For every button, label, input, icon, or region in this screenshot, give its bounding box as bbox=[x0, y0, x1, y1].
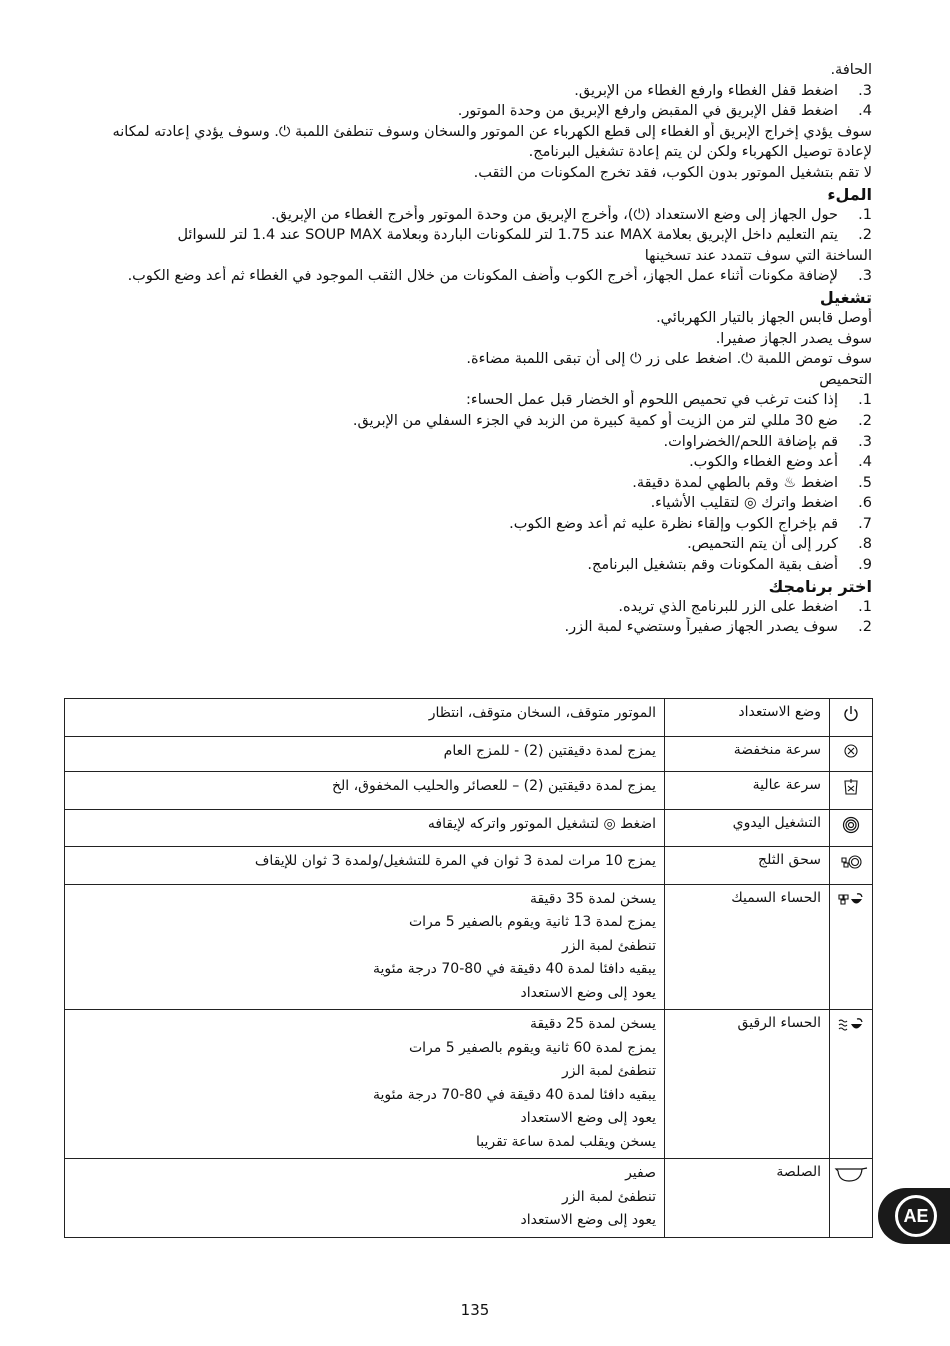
step-number: 3. bbox=[858, 82, 872, 99]
description-line: يسخن لمدة 35 دقيقة bbox=[529, 890, 656, 907]
text-line bbox=[72, 81, 872, 102]
text-line bbox=[72, 493, 872, 514]
line-text: لإضافة مكونات أثناء عمل الجهاز، أخرج الكوب وأضف المكونات من خلال الثقب الموجود في الغطاء ثم أعد وضع الكوب. bbox=[127, 268, 838, 285]
text-line bbox=[72, 390, 872, 411]
line-text: ضع 30 مللي لتر من الزيت أو كمية كبيرة من الزبد في الجزء السفلي من الإبريق. bbox=[352, 412, 838, 429]
step-number: 4. bbox=[858, 103, 872, 120]
line-text: يتم التعليم داخل الإبريق بعلامة MAX عند 1.75 لتر للمكونات الباردة وبعلامة SOUP MAX عند 1.4 لتر للسوائل bbox=[177, 227, 838, 244]
table-row bbox=[65, 1010, 873, 1159]
description-line: يبقيه دافئا لمدة 40 دقيقة في 80-70 درجة مئوية bbox=[372, 1086, 656, 1103]
document-body bbox=[72, 60, 872, 638]
step-number: 2. bbox=[858, 412, 872, 429]
step-number: 5. bbox=[858, 474, 872, 491]
table-row bbox=[65, 772, 873, 810]
line-text: أوصل قابس الجهاز بالتيار الكهربائي. bbox=[656, 309, 872, 326]
smooth-soup-icon bbox=[838, 1022, 864, 1038]
text-line bbox=[72, 514, 872, 535]
icon-cell bbox=[830, 772, 873, 810]
step-number: 6. bbox=[858, 495, 872, 512]
language-badge-label: AE bbox=[895, 1195, 937, 1237]
low-speed-icon bbox=[843, 747, 859, 763]
table-row bbox=[65, 809, 873, 847]
line-text: سوف يؤدي إخراج الإبريق أو الغطاء إلى قطع الكهرباء عن الموتور والسخان وسوف تنطفئ اللمبة ⏻. وسوف يؤدي إعادته لمكانه bbox=[112, 123, 872, 140]
line-text: اختر برنامجك bbox=[768, 576, 872, 596]
program-name: الحساء الرقيق bbox=[665, 1010, 830, 1159]
line-text: سوف يصدر الجهاز صفيراً وستضيء لمبة الزر. bbox=[564, 619, 838, 636]
table-row bbox=[65, 699, 873, 737]
table-row bbox=[65, 884, 873, 1010]
line-text: أضف بقية المكونات وقم بتشغيل البرنامج. bbox=[587, 557, 838, 574]
text-line bbox=[72, 266, 872, 287]
description-line: يبقيه دافئا لمدة 40 دقيقة في 80-70 درجة مئوية bbox=[372, 961, 656, 978]
icon-cell bbox=[830, 699, 873, 737]
icon-cell bbox=[830, 736, 873, 772]
program-name: الصلصة bbox=[665, 1159, 830, 1238]
program-description bbox=[65, 736, 665, 772]
description-line: يعود إلى وضع الاستعداد bbox=[520, 1110, 656, 1127]
line-text: تشغيل bbox=[819, 287, 872, 307]
text-line bbox=[72, 617, 872, 638]
line-text: قم بإخراج الكوب وإلقاء نظرة عليه ثم أعد وضع الكوب. bbox=[509, 515, 838, 532]
program-name: سحق الثلج bbox=[665, 847, 830, 885]
program-description bbox=[65, 699, 665, 737]
description-line: يمزج لمدة 60 ثانية ويقوم بالصفير 5 مرات bbox=[408, 1039, 656, 1056]
program-description bbox=[65, 884, 665, 1010]
text-line bbox=[72, 597, 872, 618]
table-row bbox=[65, 1159, 873, 1238]
table-row bbox=[65, 736, 873, 772]
text-line bbox=[72, 329, 872, 350]
step-number: 8. bbox=[858, 536, 872, 553]
line-text: الملء bbox=[827, 184, 872, 204]
step-number: 7. bbox=[858, 515, 872, 532]
section-heading bbox=[72, 576, 872, 597]
line-text: كرر إلى أن يتم التحميص. bbox=[687, 536, 838, 553]
line-text: اضغط واترك ◎ لتقليب الأشياء. bbox=[650, 495, 838, 512]
program-description bbox=[65, 1010, 665, 1159]
description-line: يمزج لمدة دقيقتين (2) - للمزج العام bbox=[443, 742, 656, 759]
text-line bbox=[72, 555, 872, 576]
text-line bbox=[72, 225, 872, 246]
ice-crush-icon bbox=[840, 859, 862, 875]
description-line: يعود إلى وضع الاستعداد bbox=[520, 1212, 656, 1229]
program-table bbox=[64, 698, 873, 1238]
program-name: وضع الاستعداد bbox=[665, 699, 830, 737]
program-description bbox=[65, 1159, 665, 1238]
icon-cell bbox=[830, 1159, 873, 1238]
line-text: قم بإضافة اللحم/الخضراوات. bbox=[663, 433, 838, 450]
text-line bbox=[72, 163, 872, 184]
text-line bbox=[72, 308, 872, 329]
text-line bbox=[72, 411, 872, 432]
text-line bbox=[72, 246, 872, 267]
description-line: يمزج لمدة 13 ثانية ويقوم بالصفير 5 مرات bbox=[408, 914, 656, 931]
program-name: سرعة منخفضة bbox=[665, 736, 830, 772]
description-line: تنطفئ لمبة الزر bbox=[562, 1063, 656, 1080]
line-text: لا تقم بتشغيل الموتور بدون الكوب، فقد تخرج المكونات من الثقب. bbox=[473, 164, 872, 181]
text-line bbox=[72, 122, 872, 143]
text-line bbox=[72, 452, 872, 473]
line-text: الحافة. bbox=[830, 62, 872, 78]
description-line: يسخن لمدة 25 دقيقة bbox=[529, 1016, 656, 1033]
program-name: الحساء السميك bbox=[665, 884, 830, 1010]
text-line bbox=[72, 60, 872, 81]
description-line: تنطفئ لمبة الزر bbox=[562, 1188, 656, 1205]
step-number: 3. bbox=[858, 433, 872, 450]
language-badge bbox=[878, 1188, 950, 1244]
chunky-soup-icon bbox=[838, 897, 864, 913]
text-line bbox=[72, 534, 872, 555]
text-line bbox=[72, 370, 872, 391]
line-text: اضغط قفل الغطاء وارفع الغطاء من الإبريق. bbox=[574, 82, 838, 99]
text-line bbox=[72, 142, 872, 163]
step-number: 3. bbox=[858, 268, 872, 285]
line-text: سوف تومض اللمبة ⏻. اضغط على زر ⏻ إلى أن تبقى اللمبة مضاءة. bbox=[466, 351, 872, 368]
line-text: لإعادة توصيل الكهرباء ولكن لن يتم إعادة تشغيل البرنامج. bbox=[528, 144, 872, 161]
step-number: 1. bbox=[858, 392, 872, 409]
line-text: الساخنة التي سوف تتمدد عند تسخينها bbox=[644, 247, 872, 264]
text-line bbox=[72, 473, 872, 494]
description-line: تنطفئ لمبة الزر bbox=[562, 937, 656, 954]
manual-spiral-icon bbox=[842, 822, 860, 838]
program-description bbox=[65, 772, 665, 810]
line-text: حول الجهاز إلى وضع الاستعداد (⏻)، وأخرج الإبريق من وحدة الموتور وأخرج الغطاء من الإبريق. bbox=[271, 206, 838, 223]
step-number: 1. bbox=[858, 598, 872, 615]
program-name: التشغيل اليدوي bbox=[665, 809, 830, 847]
description-line: يعود إلى وضع الاستعداد bbox=[520, 984, 656, 1001]
description-line: يسخن ويقلب لمدة ساعة تقريبا bbox=[476, 1133, 656, 1150]
table-row bbox=[65, 847, 873, 885]
step-number: 2. bbox=[858, 619, 872, 636]
line-text: سوف يصدر الجهاز صفيرا. bbox=[715, 330, 872, 347]
section-heading bbox=[72, 287, 872, 308]
icon-cell bbox=[830, 1010, 873, 1159]
program-description bbox=[65, 847, 665, 885]
text-line bbox=[72, 205, 872, 226]
sauce-bowl-icon bbox=[834, 1171, 868, 1187]
description-line: صفير bbox=[625, 1165, 656, 1182]
line-text: إذا كنت ترغب في تحميص اللحوم أو الخضار قبل عمل الحساء: bbox=[466, 392, 838, 409]
step-number: 2. bbox=[858, 227, 872, 244]
icon-cell bbox=[830, 884, 873, 1010]
line-text: اضغط ♨ وقم بالطهي لمدة دقيقة. bbox=[632, 474, 838, 491]
section-heading bbox=[72, 184, 872, 205]
description-line: يمزج 10 مرات لمدة 3 ثوان في المرة للتشغيل/ولمدة 3 ثوان للإيقاف bbox=[254, 853, 656, 870]
step-number: 4. bbox=[858, 454, 872, 471]
line-text: اضغط قفل الإبريق في المقبض وارفع الإبريق من وحدة الموتور. bbox=[457, 103, 838, 120]
page-number: 135 bbox=[460, 1301, 490, 1319]
high-speed-icon bbox=[842, 784, 860, 800]
description-line: اضغط ◎ لتشغيل الموتور واتركه لإيقافه bbox=[427, 815, 656, 832]
text-line bbox=[72, 101, 872, 122]
icon-cell bbox=[830, 847, 873, 885]
description-line: يمزج لمدة دقيقتين (2) – للعصائر والحليب المخفوق، الخ bbox=[331, 778, 656, 795]
line-text: اضغط على الزر للبرنامج الذي تريده. bbox=[618, 598, 838, 615]
description-line: الموتور متوقف، السخان متوقف، انتظار bbox=[428, 705, 656, 721]
step-number: 1. bbox=[858, 206, 872, 223]
line-text: التحميص bbox=[819, 371, 872, 388]
text-line bbox=[72, 349, 872, 370]
text-line bbox=[72, 432, 872, 453]
program-name: سرعة عالية bbox=[665, 772, 830, 810]
icon-cell bbox=[830, 809, 873, 847]
program-description bbox=[65, 809, 665, 847]
step-number: 9. bbox=[858, 557, 872, 574]
line-text: أعد وضع الغطاء والكوب. bbox=[689, 454, 838, 471]
power-icon bbox=[843, 711, 859, 727]
